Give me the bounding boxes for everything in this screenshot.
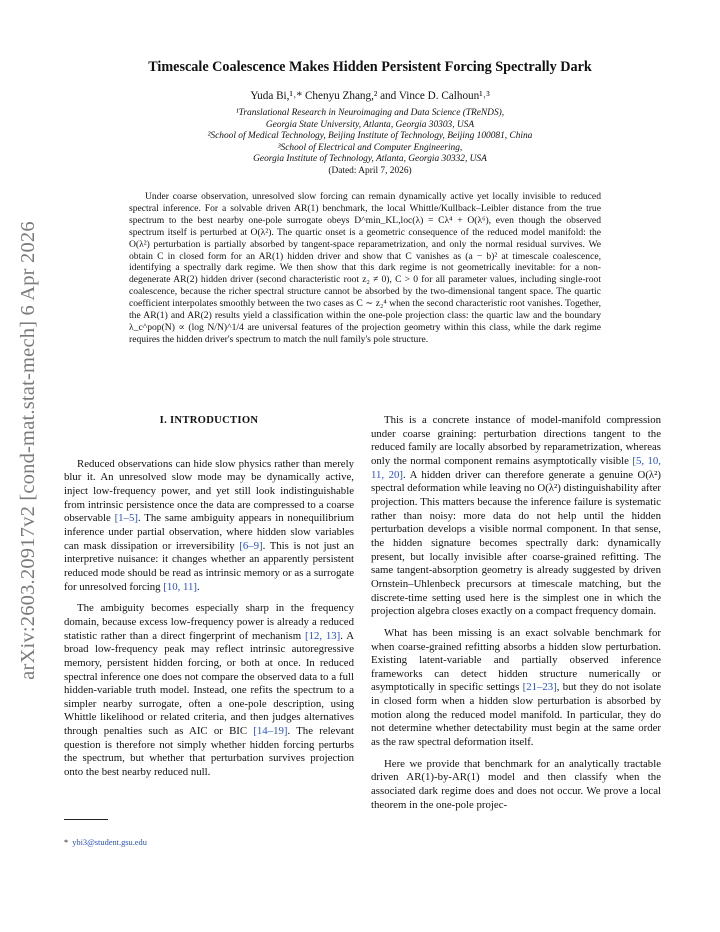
paper-title: Timescale Coalescence Makes Hidden Persistent Forcing Spectrally Dark bbox=[148, 59, 592, 75]
arxiv-identifier: arXiv:2603.20917v2 [cond-mat.stat-mech] 6 Apr 2026 bbox=[16, 220, 39, 680]
paragraph-text: . This is not just an interpretive nuisance: it changes whether an apparently persistent reduced mode should be read as intrinsic memory or as a surrogate for unresolved forcing bbox=[64, 539, 354, 593]
citation-link[interactable]: [6–9] bbox=[239, 539, 263, 552]
email-link[interactable]: ybi3@student.gsu.edu bbox=[72, 838, 147, 847]
paragraph-text: , but they do not isolate in closed form when a hidden slow perturbation is absorbed by motion along the reduced model manifold. In particular, they do not determine whether detectability must begin at the same order as the raw spectral deformation itself. bbox=[371, 681, 662, 749]
paragraph-text: . bbox=[197, 580, 200, 593]
paragraph-text: The ambiguity becomes especially sharp in the frequency domain, because excess low-frequency power is already a reduced statistic rather than a direct fingerprint of mechanism bbox=[64, 602, 354, 642]
affiliations bbox=[80, 108, 660, 178]
paragraph-text: This is a concrete instance of model-manifold compression under coarse graining: perturbation directions tangent to the reduced family are locally absorbed by reparametrization, whereas only the normal component remains asymptotically visible bbox=[371, 414, 661, 467]
paragraph-text: What has been missing is an exact solvable benchmark for when coarse-grained refitting absorbs a hidden slow perturbation. Existing latent-variable and partially observed inference frameworks can detect hidden structure numerically or asymptotically in specific settings bbox=[371, 626, 661, 694]
paragraph-text: . A hidden driver can therefore generate a genuine O(λ²) spectral deformation while leaving no O(λ²) distinguishability after projection. This matters because the inference failure is systematic rather than noisy: more data do not help until the hidden perturbation develops a visible normal component. In that sense, the hidden signature becomes spectrally dark: dynamically present, but locally invisible after coarse-grained refitting. The same tangent-absorption geometry is already suggested by driven Ornstein–Uhlenbeck precursors at timescale matching, but the discrete-time setting used here is the simplest one in which the projection algebra closes exactly on a compact frequency domain. bbox=[371, 468, 662, 618]
paragraph-text: Here we provide that benchmark for an analytically tractable driven AR(1)-by-AR(1) model and then classify when the associated dark regime does and does not occur. We prove a local theorem in the one-pole projec- bbox=[371, 757, 661, 811]
affiliation-line: ²School of Medical Technology, Beijing Institute of Technology, Beijing 100081, China bbox=[207, 131, 533, 142]
footnote-rule bbox=[64, 819, 108, 820]
footnote bbox=[64, 838, 147, 847]
citation-link[interactable]: [1–5] bbox=[114, 512, 138, 525]
paragraph-text: Reduced observations can hide slow physics rather than merely blur it. An unresolved slow mode may be dynamically active, inject low-frequency power, and yet still look indistinguishable from intrinsic persistence once the data are compressed to a coarse observable bbox=[64, 457, 354, 525]
arxiv-sidebar-stamp bbox=[6, 200, 50, 700]
affiliation-line: ³School of Electrical and Computer Engineering, bbox=[277, 142, 463, 153]
body-paragraph bbox=[64, 602, 354, 780]
section-heading: I. INTRODUCTION bbox=[159, 415, 259, 426]
citation-link[interactable]: [5, 10, 11, 20] bbox=[371, 454, 662, 481]
citation-link[interactable]: [14–19] bbox=[253, 725, 288, 738]
body-paragraph bbox=[64, 458, 354, 595]
abstract: Under coarse observation, unresolved slow forcing can remain dynamically active yet locally invisible to reduced spectral inference. For a solvable driven AR(1) benchmark, the local Whittle/Kullback–Leibler distance from the true spectrum to the best nearby one-pole surrogate obeys D^min_KL,loc(λ) = Cλ⁴ + O(λ⁶), even though the observed spectrum itself is perturbed at O(λ²). The quartic onset is a geometric consequence of the reduced model manifold: the O(λ²) perturbation is partially absorbed by tangent-space reparametrization, and only the normal residual survives. We obtain C in closed form for an AR(1) hidden driver and show that C vanishes as (a − b)² at timescale coalescence, identifying a spectrally dark regime. We then show that this dark regime is not geometrically inevitable: for a non-degenerate AR(2) hidden driver (second characteristic root z₂ ≠ 0), C > 0 for all parameter values, including single-root coalescence, because the richer spectral structure cannot be absorbed by the two-dimensional tangent space. The quartic coefficient interpolates smoothly between the two cases as C ∼ z₂⁴ when the second characteristic root vanishes. Together, the AR(1) and AR(2) results yield a classification within the one-pole projection class: the quartic law and the boundary λ_c^pop(N) ∝ (log N/N)^1/4 are universal features of the projection geometry within this class, while the dark regime requires the hidden driver's spectrum to match the null family's pole structure. bbox=[129, 191, 601, 345]
right-column bbox=[371, 414, 661, 820]
citation-link[interactable]: [21–23] bbox=[522, 681, 557, 694]
citation-link[interactable]: [12, 13] bbox=[304, 629, 341, 642]
affiliation-line: Georgia State University, Atlanta, Georgia 30303, USA bbox=[265, 119, 475, 130]
paragraph-text: . The same ambiguity appears in nonequilibrium inference under partial observation, where hidden slow variables can mask dissipation or irreversibility bbox=[64, 512, 354, 552]
author-list: Yuda Bi,¹˒* Chenyu Zhang,² and Vince D. Calhoun¹˒³ bbox=[250, 90, 490, 102]
citation-link[interactable]: [10, 11] bbox=[163, 580, 198, 593]
date-line: (Dated: April 7, 2026) bbox=[328, 165, 412, 176]
affiliation-line: ¹Translational Research in Neuroimaging and Data Science (TReNDS), bbox=[235, 108, 505, 118]
footnote-marker: * bbox=[64, 838, 69, 847]
body-paragraph bbox=[371, 758, 661, 813]
left-column bbox=[64, 414, 354, 788]
body-paragraph bbox=[371, 627, 661, 750]
paragraph-text: . A broad low-frequency peak may reflect intrinsic autoregressive memory, persistent hidden forcing, or both at once. In reduced spectral inference one does not compare the observed data to a full hidden-variable truth model. Instead, one refits the spectrum to a simpler nearby surrogate, often a one-pole description, using Whittle likelihood or related criteria, and then judges alternatives through penalties such as AIC or BIC bbox=[64, 629, 354, 738]
paragraph-text: . The relevant question is therefore not simply whether hidden forcing perturbs the spectrum, but whether that perturbation survives projection onto the best nearby reduced null. bbox=[64, 725, 354, 779]
body-paragraph bbox=[371, 414, 661, 619]
affiliation-line: Georgia Institute of Technology, Atlanta, Georgia 30332, USA bbox=[253, 154, 487, 165]
